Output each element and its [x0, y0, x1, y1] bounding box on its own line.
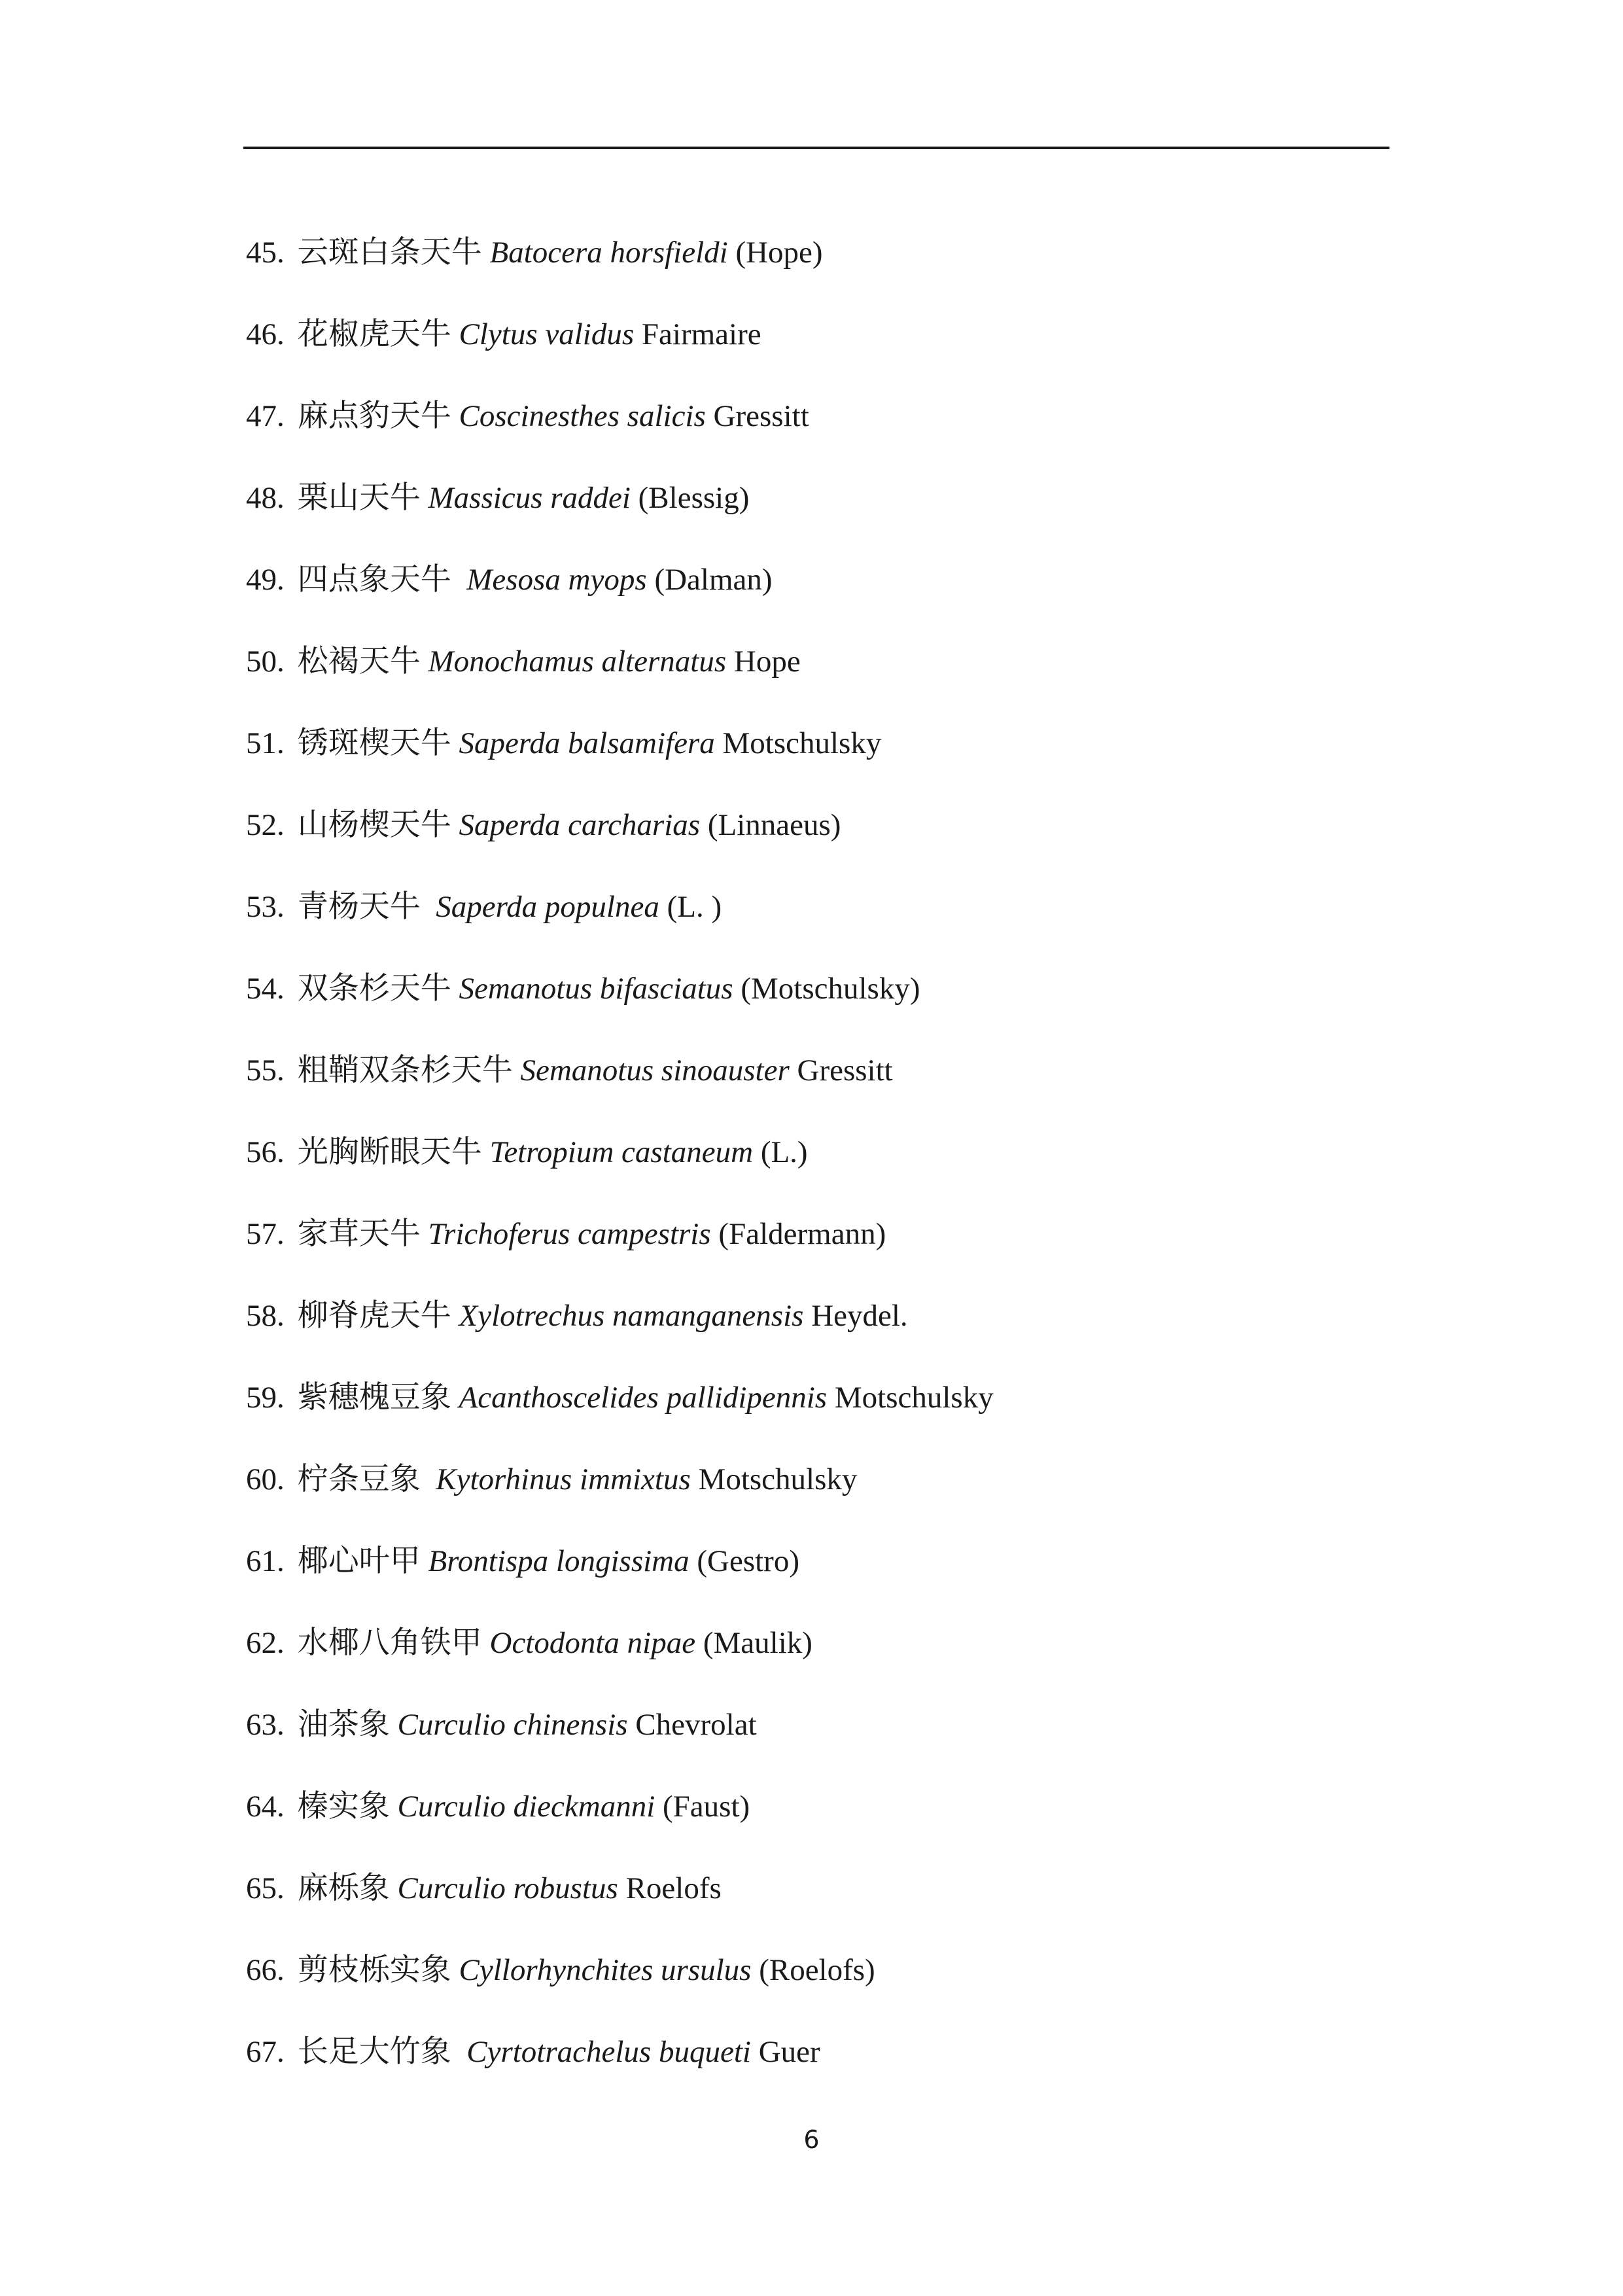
- chinese-name: 松褐天牛: [297, 645, 421, 679]
- latin-name: Xylotrechus namanganensis: [459, 1299, 804, 1333]
- latin-name: Saperda balsamifera: [459, 726, 715, 760]
- header-rule: [243, 147, 1389, 149]
- author-name: Hope: [733, 645, 801, 679]
- name-separator: [421, 645, 428, 679]
- species-entry: [246, 472, 994, 554]
- author-name: (Linnaeus): [707, 808, 841, 842]
- name-separator: [390, 1708, 398, 1742]
- name-separator: [451, 317, 459, 351]
- name-separator: [421, 1544, 428, 1578]
- author-separator: [790, 1053, 797, 1087]
- latin-name: Semanotus bifasciatus: [459, 972, 733, 1006]
- author-name: Fairmaire: [641, 317, 761, 351]
- entry-number: 62.: [246, 1626, 285, 1660]
- name-separator: [421, 1217, 428, 1251]
- entry-number: 63.: [246, 1708, 285, 1742]
- species-entry: [246, 799, 994, 881]
- author-separator: [689, 1544, 697, 1578]
- species-entry: [246, 1862, 994, 1944]
- author-separator: [695, 1626, 703, 1660]
- author-name: (Faldermann): [718, 1217, 886, 1251]
- species-entry: [246, 2026, 994, 2108]
- species-entry: [246, 1208, 994, 1290]
- page-number: 6: [803, 2125, 820, 2154]
- name-separator: [451, 399, 459, 433]
- entry-number: 56.: [246, 1135, 285, 1169]
- entry-number: 50.: [246, 645, 285, 679]
- latin-name: Massicus raddei: [428, 481, 631, 515]
- latin-name: Semanotus sinoauster: [520, 1053, 790, 1087]
- author-name: Guer: [758, 2035, 820, 2069]
- species-entry: [246, 390, 994, 472]
- chinese-name: 麻点豹天牛: [297, 399, 451, 433]
- chinese-name: 锈斑楔天牛: [297, 726, 451, 760]
- name-separator: [451, 972, 459, 1006]
- author-separator: [827, 1381, 835, 1415]
- entry-number: 51.: [246, 726, 285, 760]
- latin-name: Coscinesthes salicis: [459, 399, 706, 433]
- author-separator: [700, 808, 708, 842]
- name-separator: [451, 726, 459, 760]
- latin-name: Batocera horsfieldi: [489, 236, 728, 270]
- author-name: Gressitt: [797, 1053, 893, 1087]
- latin-name: Brontispa longissima: [428, 1544, 689, 1578]
- species-entry: [246, 1944, 994, 2026]
- author-separator: [618, 1871, 626, 1905]
- author-separator: [706, 399, 714, 433]
- name-separator: [421, 481, 428, 515]
- entry-number: 53.: [246, 890, 285, 924]
- chinese-name: 双条杉天牛: [297, 972, 451, 1006]
- species-entry: [246, 554, 994, 635]
- species-entry: [246, 1617, 994, 1699]
- author-separator: [628, 1708, 636, 1742]
- chinese-name: 青杨天牛: [297, 890, 421, 924]
- species-entry: [246, 1044, 994, 1126]
- chinese-name: 油茶象: [297, 1708, 390, 1742]
- author-name: (Blessig): [638, 481, 750, 515]
- entry-number: 54.: [246, 972, 285, 1006]
- author-name: Roelofs: [625, 1871, 722, 1905]
- chinese-name: 榛实象: [297, 1790, 390, 1824]
- entry-number: 60.: [246, 1462, 285, 1496]
- entry-number: 59.: [246, 1381, 285, 1415]
- entry-number: 61.: [246, 1544, 285, 1578]
- name-separator: [451, 563, 467, 597]
- species-entry: [246, 1290, 994, 1371]
- author-name: (Gestro): [697, 1544, 799, 1578]
- chinese-name: 柠条豆象: [297, 1462, 421, 1496]
- species-entry: [246, 963, 994, 1044]
- latin-name: Monochamus alternatus: [428, 645, 727, 679]
- author-name: (Maulik): [703, 1626, 812, 1660]
- latin-name: Tetropium castaneum: [489, 1135, 754, 1169]
- entry-number: 46.: [246, 317, 285, 351]
- name-separator: [390, 1871, 398, 1905]
- species-entry: [246, 1780, 994, 1862]
- name-separator: [390, 1790, 398, 1824]
- author-separator: [753, 1135, 761, 1169]
- chinese-name: 长足大竹象: [297, 2035, 451, 2069]
- author-separator: [751, 2035, 759, 2069]
- entry-number: 57.: [246, 1217, 285, 1251]
- entry-number: 67.: [246, 2035, 285, 2069]
- species-entry: [246, 881, 994, 963]
- latin-name: Cyrtotrachelus buqueti: [466, 2035, 751, 2069]
- author-separator: [803, 1299, 811, 1333]
- author-name: (L. ): [667, 890, 722, 924]
- author-name: (L.): [760, 1135, 808, 1169]
- author-name: (Dalman): [654, 563, 773, 597]
- name-separator: [451, 1953, 459, 1987]
- author-name: (Motschulsky): [741, 972, 920, 1006]
- chinese-name: 紫穗槐豆象: [297, 1381, 451, 1415]
- name-separator: [421, 890, 436, 924]
- latin-name: Octodonta nipae: [489, 1626, 696, 1660]
- author-name: Motschulsky: [834, 1381, 994, 1415]
- name-separator: [451, 1381, 459, 1415]
- latin-name: Curculio robustus: [397, 1871, 618, 1905]
- entry-number: 52.: [246, 808, 285, 842]
- author-separator: [726, 645, 734, 679]
- author-separator: [691, 1462, 699, 1496]
- latin-name: Saperda carcharias: [459, 808, 701, 842]
- author-separator: [728, 236, 736, 270]
- entry-number: 66.: [246, 1953, 285, 1987]
- entry-number: 48.: [246, 481, 285, 515]
- author-separator: [711, 1217, 719, 1251]
- chinese-name: 水椰八角铁甲: [297, 1626, 482, 1660]
- latin-name: Trichoferus campestris: [428, 1217, 711, 1251]
- name-separator: [513, 1053, 521, 1087]
- author-separator: [659, 890, 667, 924]
- chinese-name: 家茸天牛: [297, 1217, 421, 1251]
- species-entry: [246, 1453, 994, 1535]
- name-separator: [421, 1462, 436, 1496]
- name-separator: [482, 236, 490, 270]
- entry-number: 55.: [246, 1053, 285, 1087]
- species-entry: [246, 226, 994, 308]
- entry-number: 65.: [246, 1871, 285, 1905]
- author-separator: [647, 563, 655, 597]
- author-name: Motschulsky: [698, 1462, 858, 1496]
- species-entry: [246, 717, 994, 799]
- entry-number: 64.: [246, 1790, 285, 1824]
- species-entry: [246, 1699, 994, 1780]
- latin-name: Mesosa myops: [466, 563, 647, 597]
- chinese-name: 花椒虎天牛: [297, 317, 451, 351]
- name-separator: [482, 1626, 490, 1660]
- author-name: Motschulsky: [722, 726, 882, 760]
- author-name: (Faust): [663, 1790, 750, 1824]
- name-separator: [451, 808, 459, 842]
- author-separator: [631, 481, 638, 515]
- author-name: (Roelofs): [759, 1953, 875, 1987]
- chinese-name: 四点象天牛: [297, 563, 451, 597]
- latin-name: Curculio dieckmanni: [397, 1790, 655, 1824]
- chinese-name: 山杨楔天牛: [297, 808, 451, 842]
- author-separator: [715, 726, 723, 760]
- chinese-name: 云斑白条天牛: [297, 236, 482, 270]
- species-entry: [246, 308, 994, 390]
- latin-name: Acanthoscelides pallidipennis: [459, 1381, 828, 1415]
- chinese-name: 栗山天牛: [297, 481, 421, 515]
- entry-number: 49.: [246, 563, 285, 597]
- species-entry: [246, 635, 994, 717]
- species-entry: [246, 1535, 994, 1617]
- author-name: Heydel.: [811, 1299, 908, 1333]
- chinese-name: 光胸断眼天牛: [297, 1135, 482, 1169]
- latin-name: Saperda populnea: [436, 890, 659, 924]
- latin-name: Cyllorhynchites ursulus: [459, 1953, 752, 1987]
- name-separator: [451, 1299, 459, 1333]
- author-separator: [634, 317, 642, 351]
- chinese-name: 柳脊虎天牛: [297, 1299, 451, 1333]
- name-separator: [482, 1135, 490, 1169]
- chinese-name: 椰心叶甲: [297, 1544, 421, 1578]
- latin-name: Curculio chinensis: [397, 1708, 628, 1742]
- chinese-name: 粗鞘双条杉天牛: [297, 1053, 513, 1087]
- author-name: Chevrolat: [635, 1708, 757, 1742]
- author-separator: [655, 1790, 663, 1824]
- author-name: Gressitt: [713, 399, 809, 433]
- author-separator: [751, 1953, 759, 1987]
- entry-number: 58.: [246, 1299, 285, 1333]
- entry-number: 47.: [246, 399, 285, 433]
- species-entry: [246, 1126, 994, 1208]
- latin-name: Kytorhinus immixtus: [436, 1462, 691, 1496]
- entry-number: 45.: [246, 236, 285, 270]
- chinese-name: 麻栎象: [297, 1871, 390, 1905]
- species-entry: [246, 1371, 994, 1453]
- latin-name: Clytus validus: [459, 317, 635, 351]
- author-separator: [733, 972, 741, 1006]
- chinese-name: 剪枝栎实象: [297, 1953, 451, 1987]
- author-name: (Hope): [735, 236, 823, 270]
- species-list: [246, 226, 994, 2108]
- name-separator: [451, 2035, 467, 2069]
